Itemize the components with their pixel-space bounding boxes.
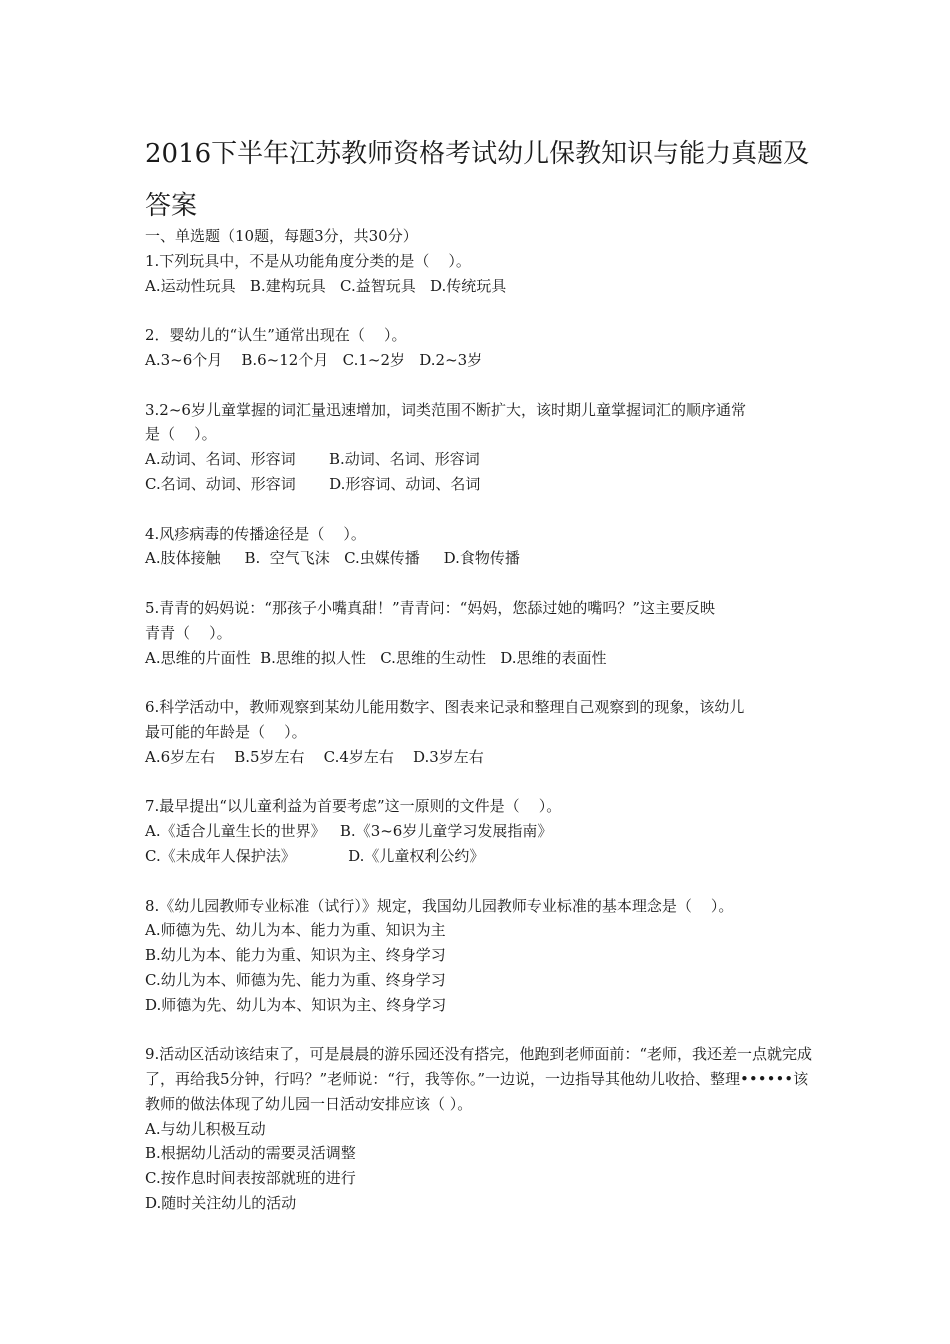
question-options: A.6岁左右 B.5岁左右 C.4岁左右 D.3岁左右 [145, 747, 484, 766]
question-options: B.根据幼儿活动的需要灵活调整 [145, 1144, 356, 1163]
spacer [145, 373, 820, 398]
question-options: C.按作息时间表按部就班的进行 [145, 1169, 356, 1188]
question-options: A.肢体接触 B. 空气飞沫 C.虫媒传播 D.食物传播 [145, 549, 520, 568]
question-8 [145, 894, 820, 1018]
question-stem: 8.《幼儿园教师专业标准（试行）》规定，我国幼儿园教师专业标准的基本理念是（ ）。 [145, 896, 734, 915]
question-9 [145, 1042, 820, 1216]
question-stem: 2．婴幼儿的“认生”通常出现在（ ）。 [145, 326, 407, 345]
question-options: D.师德为先、幼儿为本、知识为主、终身学习 [145, 995, 447, 1014]
question-stem: 最可能的年龄是（ ）。 [145, 722, 307, 741]
document-body [145, 224, 820, 1216]
spacer [145, 770, 820, 795]
spacer [145, 869, 820, 894]
question-6 [145, 695, 820, 769]
question-stem: 是（ ）。 [145, 425, 217, 444]
question-stem: 5.青青的妈妈说：“那孩子小嘴真甜！”青青问：“妈妈，您舔过她的嘴吗？”这主要反映 [145, 598, 715, 617]
question-7 [145, 794, 820, 868]
question-options: C.幼儿为本、师德为先、能力为重、终身学习 [145, 970, 446, 989]
question-options: A.与幼儿积极互动 [145, 1119, 266, 1138]
question-options: A.3~6个月 B.6~12个月 C.1~2岁 D.2~3岁 [145, 350, 483, 369]
spacer [145, 497, 820, 522]
question-options: A.思维的片面性 B.思维的拟人性 C.思维的生动性 D.思维的表面性 [145, 648, 607, 667]
question-stem: 7.最早提出“以儿童利益为首要考虑”这一原则的文件是（ ）。 [145, 797, 562, 816]
question-stem: 9.活动区活动该结束了，可是晨晨的游乐园还没有搭完，他跑到老师面前：“老师，我还差一点就完成了，再给我5分钟，行吗？”老师说：“行，我等你。”一边说，一边指导其他幼儿收拾、整理••••••该教师的做法体现了幼儿园一日活动安排应该（ ）。 [145, 1045, 812, 1113]
question-options: C.《未成年人保护法》 D.《儿童权利公约》 [145, 846, 485, 865]
question-5 [145, 596, 820, 670]
question-options: A.动词、名词、形容词 B.动词、名词、形容词 [145, 450, 480, 469]
spacer [145, 1018, 820, 1043]
question-1 [145, 249, 820, 299]
question-options: C.名词、动词、形容词 D.形容词、动词、名词 [145, 474, 481, 493]
question-stem: 6.科学活动中，教师观察到某幼儿能用数字、图表来记录和整理自己观察到的现象，该幼儿 [145, 698, 745, 717]
question-options: A.《适合儿童生长的世界》 B.《3~6岁儿童学习发展指南》 [145, 822, 553, 841]
document-title: 2016下半年江苏教师资格考试幼儿保教知识与能力真题及答案 [145, 139, 810, 221]
question-options: A.运动性玩具 B.建构玩具 C.益智玩具 D.传统玩具 [145, 276, 507, 295]
section-heading: 一、单选题（10题，每题3分，共30分） [145, 227, 418, 245]
question-2 [145, 323, 820, 373]
question-4 [145, 522, 820, 572]
question-stem: 3.2~6岁儿童掌握的词汇量迅速增加，词类范围不断扩大，该时期儿童掌握词汇的顺序通常 [145, 400, 746, 419]
question-stem: 4.风疹病毒的传播途径是（ ）。 [145, 524, 366, 543]
spacer [145, 298, 820, 323]
spacer [145, 571, 820, 596]
spacer [145, 670, 820, 695]
question-stem: 青青（ ）。 [145, 623, 232, 642]
question-stem: 1.下列玩具中，不是从功能角度分类的是（ ）。 [145, 251, 471, 270]
question-3 [145, 398, 820, 497]
question-options: B.幼儿为本、能力为重、知识为主、终身学习 [145, 946, 446, 965]
question-options: D.随时关注幼儿的活动 [145, 1194, 297, 1213]
question-options: A.师德为先、幼儿为本、能力为重、知识为主 [145, 921, 446, 940]
